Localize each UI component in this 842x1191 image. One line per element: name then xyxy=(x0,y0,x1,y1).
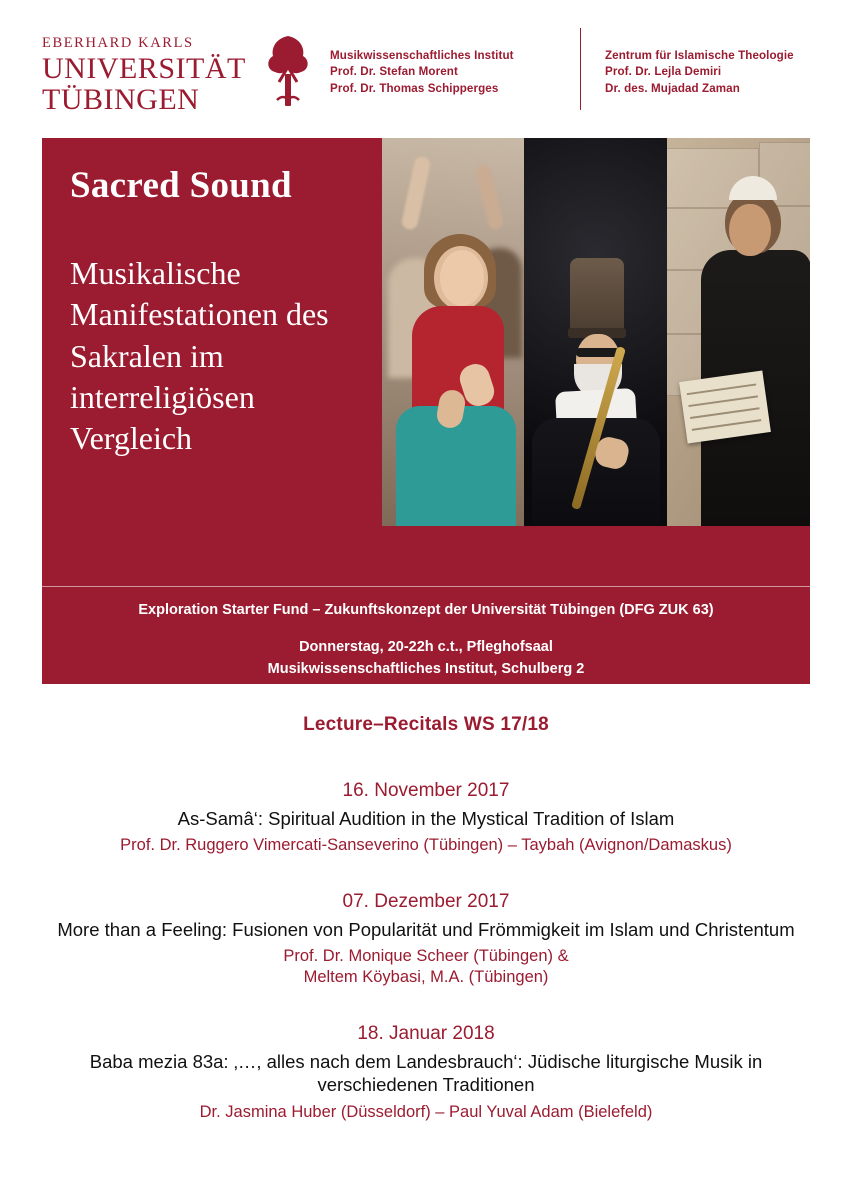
series-title: Lecture–Recitals WS 17/18 xyxy=(303,714,549,735)
institute-islamic-theology-person-1: Prof. Dr. Lejla Demiri xyxy=(605,65,722,79)
schedule-line-2: Musikwissenschaftliches Institut, Schulberg 2 xyxy=(267,661,585,677)
institute-musicology xyxy=(330,28,562,97)
event-person-line: Meltem Köybasi, M.A. (Tübingen) xyxy=(303,968,549,987)
funding-text: Exploration Starter Fund – Zukunftskonzept der Universität Tübingen (DFG ZUK 63) xyxy=(138,602,714,618)
institute-musicology-person-1: Prof. Dr. Stefan Morent xyxy=(330,65,458,79)
event-title: As-Samâ‘: Spiritual Audition in the Mystical Tradition of Islam xyxy=(177,808,675,829)
event-people xyxy=(42,835,810,856)
reader-at-wall-photo xyxy=(667,138,810,526)
tree-seal-icon xyxy=(260,28,316,108)
program-event xyxy=(42,1023,810,1123)
institute-musicology-person-2: Prof. Dr. Thomas Schipperges xyxy=(330,81,499,95)
worship-congregation-photo xyxy=(382,138,524,526)
event-person-line: Prof. Dr. Ruggero Vimercati-Sanseverino (Tübingen) – Taybah (Avignon/Damaskus) xyxy=(120,836,732,855)
photo-strip xyxy=(382,138,810,526)
poster-subtitle: Musikalische Manifestationen des Sakralen im interreligiösen Vergleich xyxy=(70,255,329,457)
university-logo-line3: TÜBINGEN xyxy=(42,83,200,116)
event-title: More than a Feeling: Fusionen von Popularität und Frömmigkeit im Islam und Christentum xyxy=(57,918,795,940)
dervish-ney-player-photo xyxy=(524,138,667,526)
event-date: 07. Dezember 2017 xyxy=(342,890,510,912)
university-logo-line1: EBERHARD KARLS xyxy=(42,35,194,51)
hero-title-block xyxy=(70,164,382,459)
institute-islamic-theology-person-2: Dr. des. Mujadad Zaman xyxy=(605,81,740,95)
event-title: Baba mezia 83a: ‚…, alles nach dem Landesbrauch‘: Jüdische liturgische Musik in verschiedenen Traditionen xyxy=(89,1050,763,1096)
program-section xyxy=(42,714,810,1157)
event-person-line: Dr. Jasmina Huber (Düsseldorf) – Paul Yuval Adam (Bielefeld) xyxy=(199,1102,653,1121)
event-date: 18. Januar 2018 xyxy=(357,1022,495,1044)
event-people xyxy=(42,946,810,989)
poster-title: Sacred Sound xyxy=(70,165,292,206)
schedule-line-1: Donnerstag, 20-22h c.t., Pfleghofsaal xyxy=(299,638,553,655)
institute-islamic-theology xyxy=(580,28,794,110)
hero-banner xyxy=(42,138,810,586)
schedule-band xyxy=(42,632,810,684)
program-event xyxy=(42,780,810,857)
page-header xyxy=(42,28,812,114)
university-logo-line2: UNIVERSITÄT xyxy=(42,51,246,85)
event-date: 16. November 2017 xyxy=(342,780,510,801)
event-person-line: Prof. Dr. Monique Scheer (Tübingen) & xyxy=(283,947,569,966)
event-people xyxy=(42,1102,810,1123)
institute-musicology-name: Musikwissenschaftliches Institut xyxy=(330,49,514,62)
funding-band xyxy=(42,586,810,633)
university-logo xyxy=(42,28,246,116)
institute-islamic-theology-name: Zentrum für Islamische Theologie xyxy=(605,49,794,62)
program-event xyxy=(42,891,810,989)
